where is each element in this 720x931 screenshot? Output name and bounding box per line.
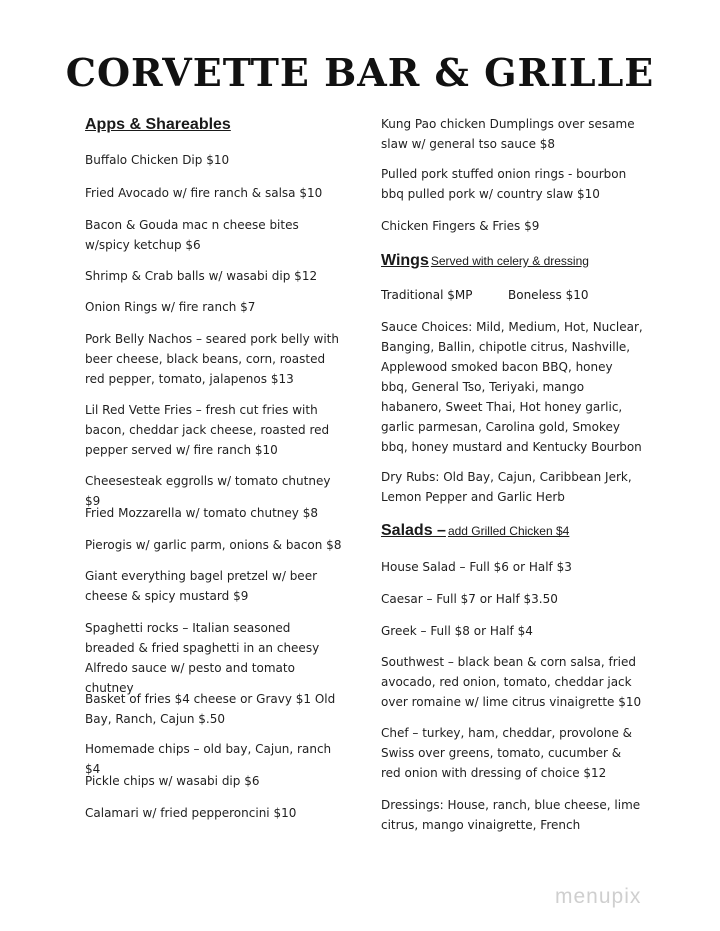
menu-item: Kung Pao chicken Dumplings over sesame slaw w/ general tso sauce $8: [381, 117, 635, 151]
wings-dry-rubs: Dry Rubs: Old Bay, Cajun, Caribbean Jerk, Lemon Pepper and Garlic Herb: [381, 470, 632, 504]
menu-item: Fried Avocado w/ fire ranch & salsa $10: [85, 186, 323, 200]
menu-item: Caesar – Full $7 or Half $3.50: [381, 592, 558, 606]
section-heading-salads: [381, 522, 569, 540]
wings-sauce-choices: Sauce Choices: Mild, Medium, Hot, Nuclear, Banging, Ballin, chipotle citrus, Nashville, Applewood smoked bacon BBQ, honey bbq, General Tso, Teriyaki, mango habanero, Sweet Thai, Hot honey garlic, garlic parmesan, Carolina gold, Smokey bbq, honey mustard and Kentucky Bourbon: [381, 320, 643, 454]
menu-item: Calamari w/ fried pepperoncini $10: [85, 806, 297, 820]
wings-traditional-price: Traditional $MP: [381, 288, 473, 302]
restaurant-title: CORVETTE BAR & GRILLE: [65, 50, 655, 95]
menu-item: Greek – Full $8 or Half $4: [381, 624, 533, 638]
menu-item: Onion Rings w/ fire ranch $7: [85, 300, 256, 314]
menu-item: Basket of fries $4 cheese or Gravy $1 Old Bay, Ranch, Cajun $.50: [85, 692, 336, 726]
menu-item: Pulled pork stuffed onion rings - bourbon bbq pulled pork w/ country slaw $10: [381, 167, 627, 201]
menu-item: Homemade chips – old bay, Cajun, ranch $4: [85, 742, 332, 776]
menu-item: Fried Mozzarella w/ tomato chutney $8: [85, 506, 318, 520]
menu-item: Pierogis w/ garlic parm, onions & bacon $8: [85, 538, 342, 552]
menu-item: Southwest – black bean & corn salsa, fried avocado, red onion, tomato, cheddar jack over romaine w/ lime citrus vinaigrette $10: [381, 655, 642, 709]
menu-item: Chef – turkey, ham, cheddar, provolone & Swiss over greens, tomato, cucumber & red onion with dressing of choice $12: [381, 726, 633, 780]
section-heading-apps: Apps & Shareables: [85, 116, 231, 133]
salads-heading-label: Salads –: [381, 522, 446, 539]
menu-item: Lil Red Vette Fries – fresh cut fries with bacon, cheddar jack cheese, roasted red pepper served w/ fire ranch $10: [85, 403, 330, 457]
menu-item: Shrimp & Crab balls w/ wasabi dip $12: [85, 269, 318, 283]
menu-item: Chicken Fingers & Fries $9: [381, 219, 540, 233]
menu-item: Pickle chips w/ wasabi dip $6: [85, 774, 260, 788]
menu-item: Dressings: House, ranch, blue cheese, lime citrus, mango vinaigrette, French: [381, 798, 641, 832]
wings-boneless-price: Boneless $10: [508, 288, 589, 302]
menu-item: House Salad – Full $6 or Half $3: [381, 560, 572, 574]
menu-item: Pork Belly Nachos – seared pork belly with beer cheese, black beans, corn, roasted red pepper, tomato, jalapenos $13: [85, 332, 339, 386]
wings-prices-row: [381, 285, 643, 305]
menu-item: Giant everything bagel pretzel w/ beer cheese & spicy mustard $9: [85, 569, 318, 603]
menu-item: Spaghetti rocks – Italian seasoned breaded & fried spaghetti in an cheesy Alfredo sauce w/ pesto and tomato chutney: [85, 621, 320, 695]
menu-item: Cheesesteak eggrolls w/ tomato chutney $9: [85, 474, 331, 508]
wings-note: Served with celery & dressing: [430, 254, 589, 268]
wings-heading-label: Wings: [381, 252, 429, 269]
menupix-watermark: menupix: [555, 885, 642, 908]
section-heading-wings: [381, 252, 589, 270]
menu-item: Buffalo Chicken Dip $10: [85, 153, 230, 167]
menu-item: Bacon & Gouda mac n cheese bites w/spicy ketchup $6: [85, 218, 299, 252]
salads-note: add Grilled Chicken $4: [447, 524, 570, 538]
